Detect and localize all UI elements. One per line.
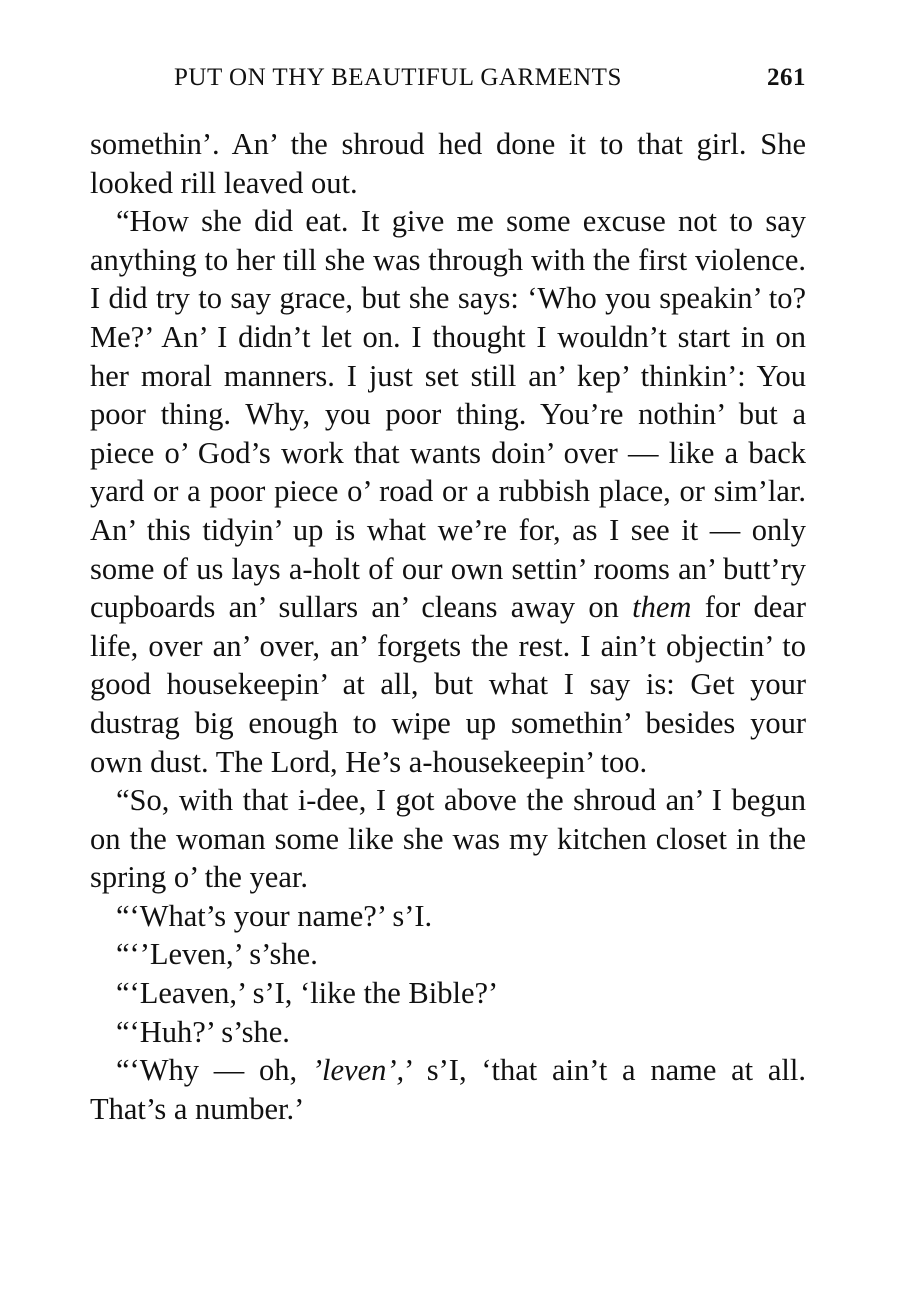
- book-page: [90, 52, 806, 1128]
- paragraph-text: “So, with that i-dee, I got above the shroud an’ I begun on the woman some like she was my kitchen closet in the spring o’ the year.: [90, 783, 806, 895]
- italic-emphasis: ’leven’,: [311, 1053, 405, 1088]
- paragraph: [90, 1013, 806, 1052]
- paragraph-text-continued: ’ s’I, ‘that ain’t a name at all. That’s a number.’: [90, 1053, 806, 1126]
- running-title: PUT ON THY BEAUTIFUL GARMENTS: [174, 64, 622, 91]
- paragraph: [90, 125, 806, 202]
- paragraph-text: “‘Huh?’ s’she.: [116, 1014, 290, 1049]
- paragraph-text: “‘’Leven,’ s’she.: [116, 937, 318, 972]
- paragraph-text: “How she did eat. It give me some excuse not to say anything to her till she was through with the first violence. I did try to say grace, but she says: ‘Who you speakin’ to? Me?’ An’ I didn’t let on. I thought I wouldn’t start in on her moral manners. I just set still an’ kep’ thinkin’: You poor thing. Why, you poor thing. You’re nothin’ but a piece o’ God’s work that wants doin’ over — like a back yard or a poor piece o’ road or a rubbish place, or sim’lar. An’ this tidyin’ up is what we’re for, as I see it — only some of us lays a-holt of our own settin’ rooms an’ butt’ry cupboards an’ sullars an’ cleans away on: [90, 204, 806, 625]
- paragraph-text: somethin’. An’ the shroud hed done it to that girl. She looked rill leaved out.: [90, 127, 806, 200]
- italic-emphasis: them: [632, 590, 692, 625]
- paragraph: [90, 202, 806, 781]
- paragraph-text: “‘What’s your name?’ s’I.: [116, 898, 433, 933]
- paragraph-text: “‘Why — oh,: [116, 1053, 298, 1088]
- running-head: [90, 52, 806, 92]
- paragraph: [90, 897, 806, 936]
- body-text: [90, 125, 806, 1128]
- paragraph: [90, 1051, 806, 1128]
- page-number: 261: [767, 64, 806, 91]
- paragraph-text: “‘Leaven,’ s’I, ‘like the Bible?’: [116, 976, 499, 1011]
- paragraph: [90, 781, 806, 897]
- paragraph: [90, 935, 806, 974]
- paragraph: [90, 974, 806, 1013]
- paragraph-text-continued: for dear life, over an’ over, an’ forgets the rest. I ain’t objectin’ to good housekeepin’ at all, but what I say is: Get your dustrag big enough to wipe up somethin’ besides your own dust. The Lord, He’s a-housekeepin’ too.: [90, 590, 806, 779]
